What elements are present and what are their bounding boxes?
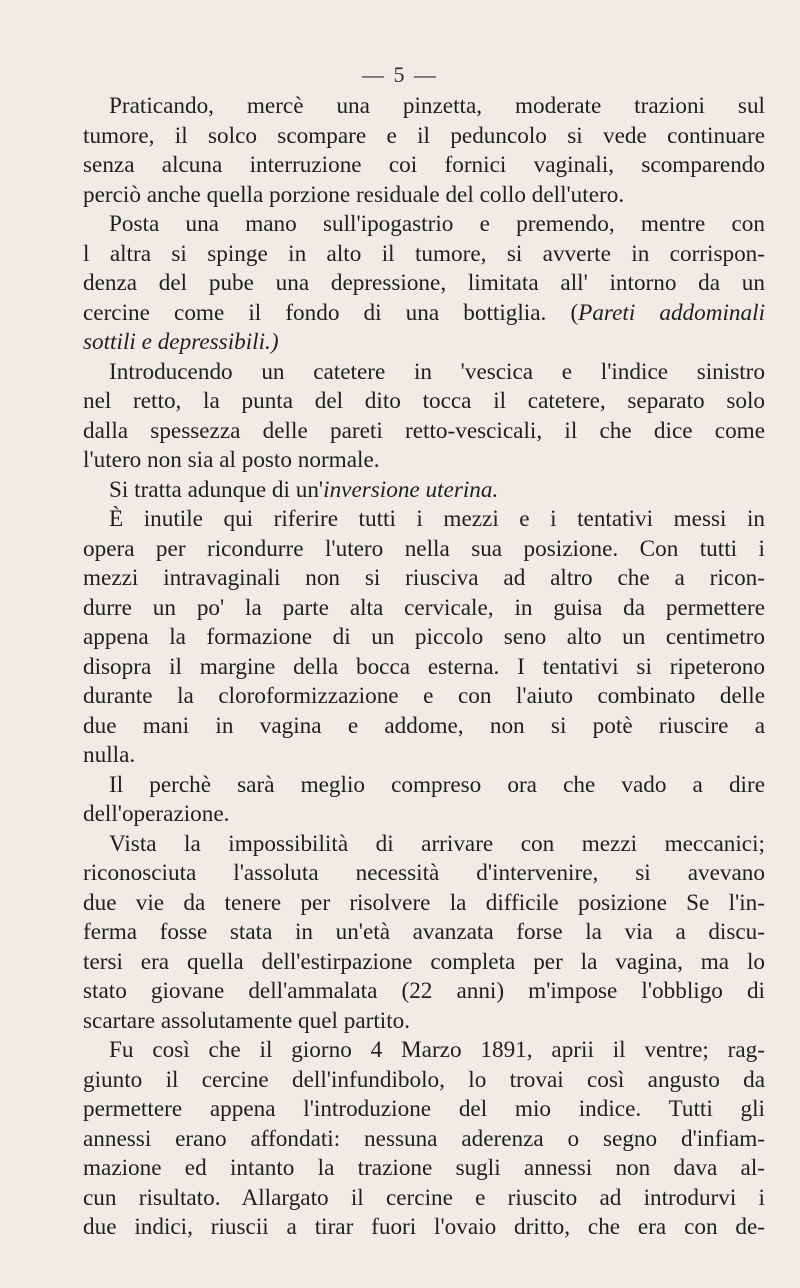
- text-line: disopra il margine della bocca esterna. I tentativi si ripeterono: [83, 653, 765, 680]
- text-line: durre un po' la parte alta cervicale, in guisa da permettere: [83, 594, 765, 621]
- text-line: denza del pube una depressione, limitata all' intorno da un: [83, 270, 765, 296]
- text-line: sottili e depressibili.): [83, 329, 279, 355]
- text-line: due indici, riuscii a tirar fuori l'ovaio dritto, che era con de-: [83, 1214, 765, 1240]
- text-line: perciò anche quella porzione residuale del collo dell'utero.: [83, 181, 625, 208]
- text-line: nulla.: [83, 742, 136, 768]
- text-line: ferma fosse stata in un'età avanzata forse la via a discu-: [83, 919, 765, 945]
- text-line: Posta una mano sull'ipogastrio e premendo, mentre con: [109, 211, 765, 237]
- text-line: Il perchè sarà meglio compreso ora che vado a dire: [109, 771, 765, 798]
- text-line: senza alcuna interruzione coi fornici vaginali, scomparendo: [83, 152, 765, 178]
- text-line: tumore, il solco scompare e il peduncolo si vede continuare: [83, 122, 765, 149]
- body-text: [83, 92, 765, 1243]
- text-line: annessi erano affondati: nessuna aderenza o segno d'infiam-: [83, 1125, 765, 1152]
- text-line: Fu così che il giorno 4 Marzo 1891, aprii il ventre; rag-: [109, 1037, 765, 1063]
- text-line: giunto il cercine dell'infundibolo, lo trovai così angusto da: [83, 1066, 765, 1093]
- text-line: scartare assolutamente quel partito.: [83, 1007, 411, 1034]
- text-line: stato giovane dell'ammalata (22 anni) m'impose l'obbligo di: [83, 978, 765, 1004]
- text-line: tersi era quella dell'estirpazione completa per la vagina, ma lo: [83, 948, 765, 975]
- text-line: dell'operazione.: [83, 801, 230, 827]
- text-line: cercine come il fondo di una bottiglia. (Pareti addominali: [83, 299, 766, 326]
- text-line: Si tratta adunque di un'inversione uterina.: [109, 476, 499, 503]
- page-number: — 5 —: [362, 62, 438, 87]
- text-line: dalla spessezza delle pareti retto-vescicali, il che dice come: [83, 417, 765, 444]
- text-line: nel retto, la punta del dito tocca il catetere, separato solo: [83, 388, 765, 414]
- text-line: Vista la impossibilità di arrivare con mezzi meccanici;: [109, 830, 765, 857]
- text-line: l altra si spinge in alto il tumore, si avverte in corrispon-: [83, 240, 765, 267]
- text-line: permettere appena l'introduzione del mio indice. Tutti gli: [83, 1096, 765, 1122]
- text-line: appena la formazione di un piccolo seno alto un centimetro: [83, 624, 765, 650]
- text-line: durante la cloroformizzazione e con l'aiuto combinato delle: [83, 683, 765, 709]
- text-line: mazione ed intanto la trazione sugli annessi non dava al-: [83, 1155, 765, 1181]
- text-line: mezzi intravaginali non si riusciva ad altro che a ricon-: [83, 565, 765, 591]
- text-line: cun risultato. Allargato il cercine e riuscito ad introdurvi i: [83, 1184, 765, 1211]
- text-line: opera per ricondurre l'utero nella sua posizione. Con tutti i: [83, 535, 765, 562]
- text-line: Introducendo un catetere in 'vescica e l'indice sinistro: [109, 358, 765, 385]
- text-line: riconosciuta l'assoluta necessità d'intervenire, si avevano: [83, 860, 765, 886]
- text-line: due mani in vagina e addome, non si potè riuscire a: [83, 712, 765, 739]
- text-line: Praticando, mercè una pinzetta, moderate trazioni sul: [109, 93, 765, 119]
- text-line: due vie da tenere per risolvere la difficile posizione Se l'in-: [83, 889, 765, 916]
- text-line: È inutile qui riferire tutti i mezzi e i tentativi messi in: [109, 506, 765, 532]
- text-line: l'utero non sia al posto normale.: [83, 447, 380, 473]
